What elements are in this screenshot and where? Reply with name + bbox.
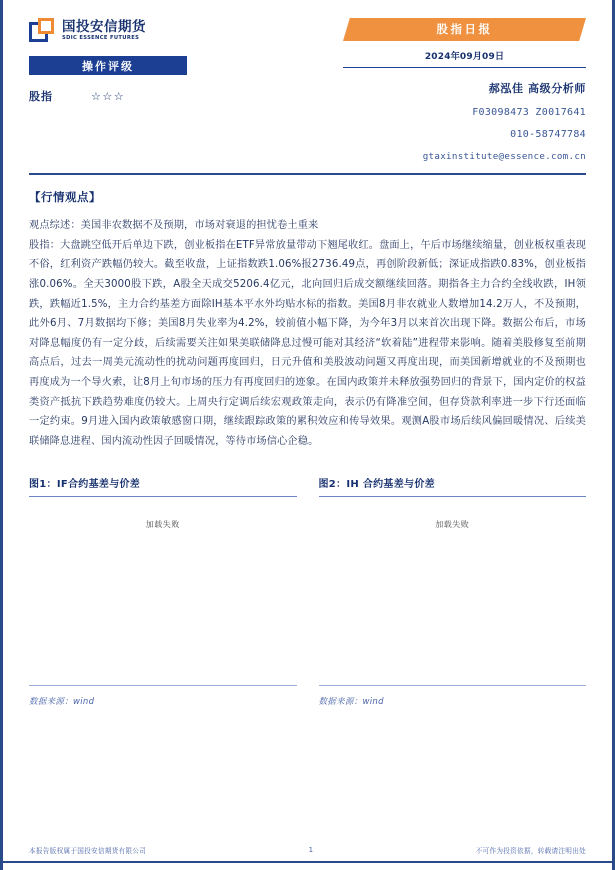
logo-orange-square-icon [38,18,54,34]
report-header [3,0,612,162]
header-left-block [29,18,279,104]
footer-disclaimer: 不可作为投资依据，转载请注明出处 [475,846,586,855]
figure-2 [319,475,587,707]
market-summary-paragraph: 观点综述：美国非农数据不及预期，市场对衰退的担忧卷土重来 [29,220,319,232]
rating-row [29,88,279,104]
footer-row [29,845,586,861]
figure-2-load-error: 加载失败 [435,520,470,530]
report-body [3,175,612,451]
report-date: 2024年09月09日 [343,49,586,68]
figure-1-load-error: 加载失败 [145,520,180,530]
analyst-phone: 010-58747784 [510,129,586,140]
report-type-ribbon [343,18,586,41]
figure-1-canvas [29,497,297,686]
figure-2-title: 图2：IH 合约基差与价差 [319,475,587,497]
figure-1-title: 图1：IF合约基差与价差 [29,475,297,497]
market-view-section-title: 【行情观点】 [29,190,101,205]
logo-text-block [62,18,146,42]
figure-1-source: 数据来源：wind [29,697,95,708]
analyst-email: gtaxinstitute@essence.com.cn [422,151,586,162]
company-logo [29,18,279,44]
company-name-cn: 国投安信期货 [62,18,146,35]
footer-page-number: 1 [308,845,314,854]
report-type-title: 股指日报 [436,22,493,36]
figure-2-source: 数据来源：wind [318,697,384,708]
analyst-name: 郝泓佳 高级分析师 [488,82,586,95]
footer-copyright: 本报告版权属于国投安信期货有限公司 [29,846,147,855]
rating-bar-header: 操作评级 [29,56,187,75]
footer-spacer [29,863,586,870]
figure-2-canvas [319,497,587,686]
rating-item-label: 股指 [29,90,53,103]
header-right-block [343,18,586,162]
figure-1 [29,475,297,707]
report-footer [3,845,612,870]
market-analysis-paragraph: 股指：大盘跳空低开后单边下跌，创业板指在ETF异常放量带动下翘尾收红。盘面上，午后市场继续缩量，创业板权重表现不俗，红利资产跌幅仍较大。截至收盘，上证指数跌1.06%报2736.49点，再创阶段新低；深证成指跌0.83%，创业板指涨0.06%。全天3000股下跌，A股全天成交5206.4亿元，北向回归后成交额继续回落。期指各主力合约全线收跌，IH领跌，跌幅近1.5%，主力合约基差方面除IH基本平水外均贴水标的指数。美国8月非农就业人数增加14.2万人，不及预期，此外6月、7月数据均下修；美国8月失业率为4.2%，较前值小幅下降，为今年3月以来首次出现下降。数据公布后，市场对降息幅度仍有一定分歧，后续需要关注如果美联储降息过慢可能对其经济“软着陆”进程带来影响。随着美股修复至前期高点后，过去一周美元流动性的扰动问题再度回归，日元升值和美股波动问题又再度出现，而美国新增就业的不及预期也再度成为一个导火索，让8月上旬市场的压力有再度回归的迹象。在国内政策并未释放强势回归的背景下，国内定价的权益类资产抵抗下跌趋势难度仍较大。上周央行定调后续宏观政策走向，表示仍有降准空间，但存贷款利率进一步下行还面临一定约束。9月进入国内政策敏感窗口期，继续跟踪政策的累积效应和传导效果。观测A股市场后续风偏回暖情况、后续美联储降息进程、国内流动性因子回暖情况，等待市场信心企稳。 [29,239,586,447]
logo-mark-icon [29,18,55,44]
figures-row [3,475,612,707]
rating-stars-icon: ☆☆☆ [91,89,126,103]
company-name-en: SDIC ESSENCE FUTURES [62,35,140,42]
analyst-certificate: F03098473 Z0017641 [472,107,586,118]
